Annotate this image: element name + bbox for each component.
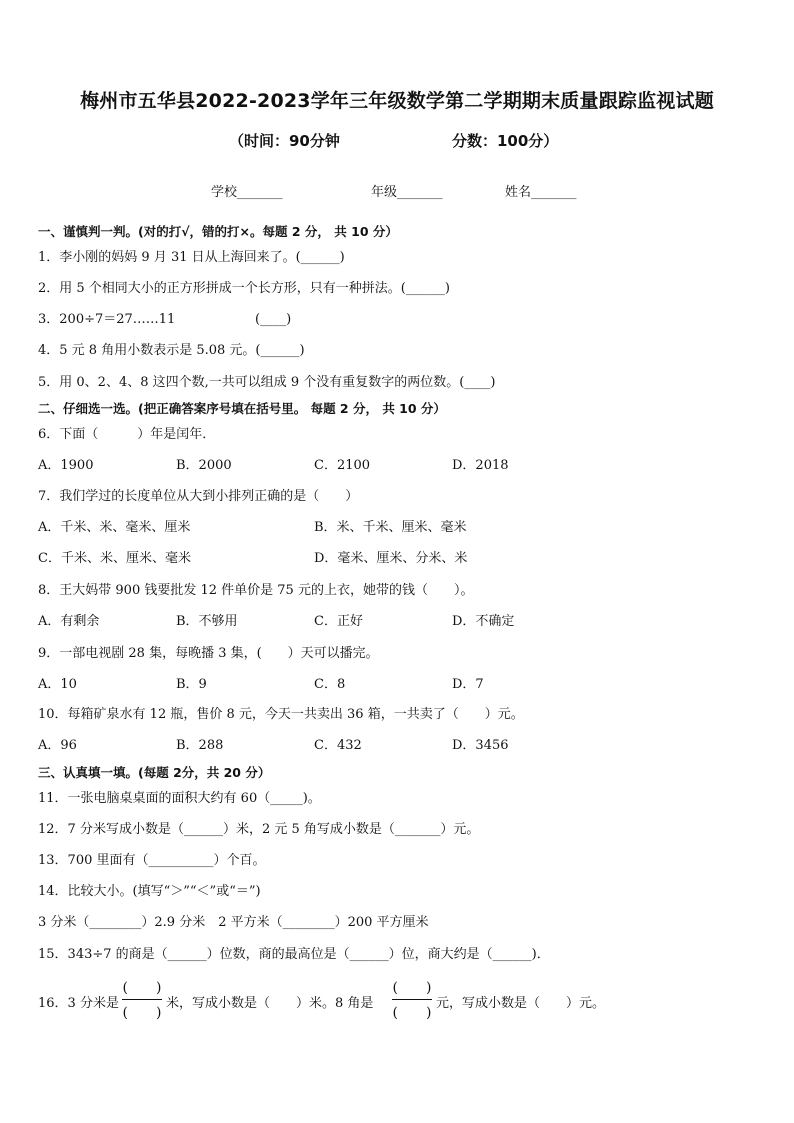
q8-option-c: C．正好	[314, 614, 363, 629]
question-16-part-1: 16．3 分米是	[38, 996, 119, 1011]
question-15: 15．343÷7 的商是（______）位数，商的最高位是（______）位，商大约是（______)．	[38, 947, 550, 962]
fraction-numerator-1: ( )	[122, 980, 162, 996]
question-16-part-3: 元，写成小数是（ ）元。	[436, 996, 606, 1011]
fraction-bar-2	[392, 999, 432, 1000]
question-14: 14．比较大小。(填写“＞”“＜”或“＝”)	[38, 884, 261, 899]
section-heading-2: 二、仔细选一选。(把正确答案序号填在括号里。 每题 2 分， 共 10 分）	[38, 401, 446, 416]
q10-option-c: C．432	[314, 738, 362, 753]
q10-option-a: A．96	[38, 738, 77, 753]
section-heading-3: 三、认真填一填。(每题 2分，共 20 分）	[38, 765, 271, 780]
name-field: 姓名_______	[505, 185, 577, 200]
question-3: 3．200÷7＝27……11	[38, 312, 176, 327]
fraction-blank-1	[120, 977, 164, 1023]
question-3-blank: (____)	[255, 312, 292, 327]
school-field: 学校_______	[211, 185, 283, 200]
question-2: 2．用 5 个相同大小的正方形拼成一个长方形，只有一种拼法。(______)	[38, 281, 450, 296]
question-9: 9．一部电视剧 28 集，每晚播 3 集，( ）天可以播完。	[38, 646, 379, 661]
fraction-bar-1	[122, 999, 162, 1000]
q9-option-a: A．10	[38, 677, 77, 692]
q6-option-a: A．1900	[38, 458, 94, 473]
q10-option-d: D．3456	[452, 738, 509, 753]
q7-option-b: B．米、千米、厘米、毫米	[314, 520, 467, 535]
question-7: 7．我们学过的长度单位从大到小排列正确的是（ ）	[38, 489, 359, 504]
question-6: 6．下面（ ）年是闰年．	[38, 427, 216, 442]
q7-option-d: D．毫米、厘米、分米、米	[314, 551, 468, 566]
question-8: 8．王大妈带 900 钱要批发 12 件单价是 75 元的上衣，她带的钱（ ）。	[38, 583, 474, 598]
question-11: 11．一张电脑桌桌面的面积大约有 60（_____)。	[38, 791, 321, 806]
q8-option-b: B．不够用	[176, 614, 238, 629]
fraction-denominator-1: ( )	[122, 1005, 162, 1021]
q6-option-d: D．2018	[452, 458, 509, 473]
q6-option-c: C．2100	[314, 458, 371, 473]
grade-field: 年级_______	[371, 185, 443, 200]
q6-option-b: B．2000	[176, 458, 232, 473]
fraction-numerator-2: ( )	[392, 980, 432, 996]
q9-option-b: B．9	[176, 677, 207, 692]
q10-option-b: B．288	[176, 738, 224, 753]
fraction-blank-2	[390, 977, 434, 1023]
q9-option-d: D．7	[452, 677, 484, 692]
question-10: 10．每箱矿泉水有 12 瓶，售价 8 元，今天一共卖出 36 箱，一共卖了（ ）元。	[38, 707, 524, 722]
q8-option-a: A．有剩余	[38, 614, 100, 629]
question-14-comparisons: 3 分米（________）2.9 分米 2 平方米（________）200 平方厘米	[38, 915, 429, 930]
score-label: 分数：100分）	[452, 132, 559, 150]
question-16-part-2: 米，写成小数是（ ）米。8 角是	[166, 996, 374, 1011]
time-label: （时间：90分钟	[229, 132, 340, 150]
question-4: 4．5 元 8 角用小数表示是 5.08 元。(______)	[38, 343, 305, 358]
fraction-denominator-2: ( )	[392, 1005, 432, 1021]
exam-subtitle	[0, 130, 794, 152]
q8-option-d: D．不确定	[452, 614, 515, 629]
question-1: 1．李小刚的妈妈 9 月 31 日从上海回来了。(______)	[38, 250, 345, 265]
exam-title: 梅州市五华县2022-2023学年三年级数学第二学期期末质量跟踪监视试题	[80, 90, 714, 112]
question-13: 13．700 里面有（__________）个百。	[38, 853, 266, 868]
question-12: 12．7 分米写成小数是（______）米，2 元 5 角写成小数是（_______）元。	[38, 822, 480, 837]
q7-option-c: C．千米、米、厘米、毫米	[38, 551, 191, 566]
section-heading-1: 一、谨慎判一判。(对的打√，错的打×。每题 2 分， 共 10 分）	[38, 224, 398, 239]
q9-option-c: C．8	[314, 677, 346, 692]
question-5: 5．用 0、2、4、8 这四个数,一共可以组成 9 个没有重复数字的两位数。(____)	[38, 375, 496, 390]
q7-option-a: A．千米、米、毫米、厘米	[38, 520, 191, 535]
